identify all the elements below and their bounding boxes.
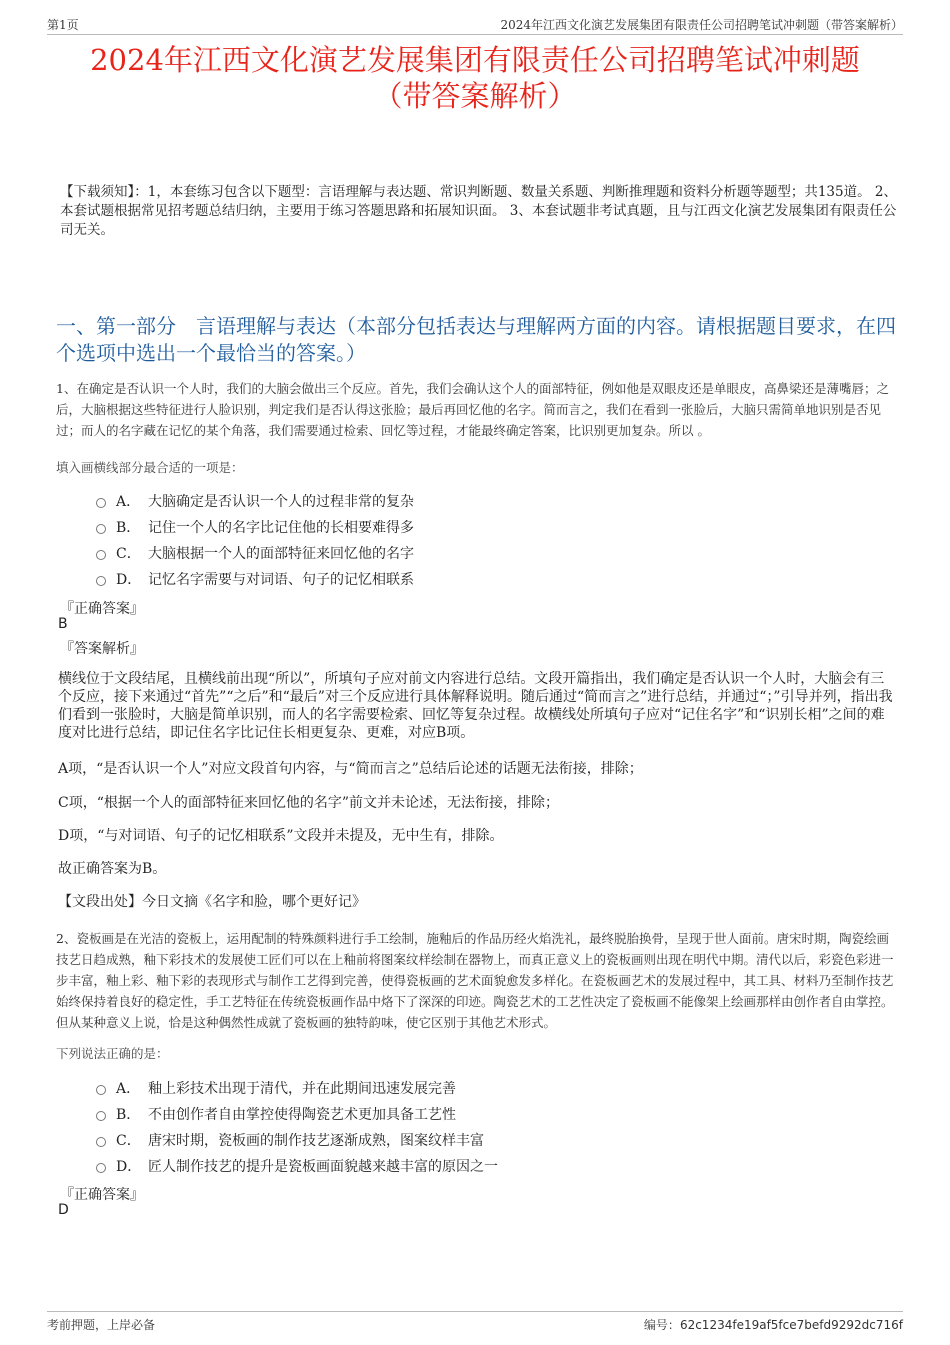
question-2-options (96, 1075, 498, 1179)
q1-answer: B (58, 616, 68, 632)
option-text: 大脑确定是否认识一个人的过程非常的复杂 (148, 494, 414, 510)
footer-code-label: 编号： (643, 1318, 680, 1332)
q1-option-d[interactable] (96, 566, 414, 592)
title-line-2: （带答案解析） (373, 79, 577, 113)
q1-analysis-label: 『答案解析』 (60, 641, 144, 657)
document-title (40, 42, 910, 114)
q2-answer: D (58, 1202, 69, 1218)
question-1-options (96, 488, 414, 592)
question-2-text: 2、瓷板画是在光洁的瓷板上，运用配制的特殊颜料进行手工绘制，施釉后的作品历经火焰洗礼，最终脱胎换骨，呈现于世人面前。唐宋时期，陶瓷绘画技艺日趋成熟，釉下彩技术的发展使工匠们可以在上釉前将图案纹样绘制在器物上，而真正意义上的瓷板画则出现在明代中期。清代以后，彩瓷色彩进一步丰富，釉上彩、釉下彩的表现形式与制作工艺得到完善，使得瓷板画的艺术面貌愈发多样化。在瓷板画艺术的发展过程中，其工具、材料乃至制作技艺始终保持着良好的稳定性，手工艺特征在传统瓷板画作品中烙下了深深的印迹。陶瓷艺术的工艺性决定了瓷板画不能像架上绘画那样由创作者自由掌控。但从某种意义上说，恰是这种偶然性成就了瓷板画的独特韵味，使它区别于其他艺术形式。 (56, 931, 894, 1030)
option-text: 匠人制作技艺的提升是瓷板画面貌越来越丰富的原因之一 (148, 1159, 498, 1175)
option-text: 大脑根据一个人的面部特征来回忆他的名字 (148, 546, 414, 562)
download-notice: 【下载须知】：1，本套练习包含以下题型：言语理解与表达题、常识判断题、数量关系题、判断推理题和资料分析题等题型；共135道。 2、本套试题根据常见招考题总结归纳，主要用于练习答题思路和拓展知识面。 3、本套试题非考试真题，且与江西文化演艺发展集团有限责任公司无关。 (60, 184, 897, 238)
q1-source: 【文段出处】今日文摘《名字和脸，哪个更好记》 (58, 894, 366, 910)
page-header (47, 14, 903, 35)
option-text: 唐宋时期，瓷板画的制作技艺逐渐成熟，图案纹样丰富 (148, 1133, 484, 1149)
option-letter: D． (116, 572, 142, 588)
q2-answer-label: 『正确答案』 (60, 1187, 144, 1203)
q2-option-d[interactable] (96, 1153, 498, 1179)
q1-option-a[interactable] (96, 488, 414, 514)
option-text: 记住一个人的名字比记住他的长相要难得多 (148, 520, 414, 536)
question-2-prompt: 下列说法正确的是： (56, 1046, 169, 1061)
radio-icon[interactable] (96, 1085, 106, 1095)
option-letter: B． (116, 520, 141, 536)
radio-icon[interactable] (96, 1163, 106, 1173)
radio-icon[interactable] (96, 550, 106, 560)
option-letter: C． (116, 1133, 141, 1149)
radio-icon[interactable] (96, 1111, 106, 1121)
radio-icon[interactable] (96, 1137, 106, 1147)
option-text: 不由创作者自由掌控使得陶瓷艺术更加具备工艺性 (148, 1107, 456, 1123)
title-line-1: 2024年江西文化演艺发展集团有限责任公司招聘笔试冲刺题 (90, 43, 860, 77)
q1-analysis-d: D项，“与对词语、句子的记忆相联系”文段并未提及，无中生有，排除。 (58, 828, 504, 844)
q2-option-c[interactable] (96, 1127, 498, 1153)
radio-icon[interactable] (96, 524, 106, 534)
q1-option-c[interactable] (96, 540, 414, 566)
footer-code (644, 1316, 903, 1333)
option-letter: A． (116, 1081, 141, 1097)
option-letter: D． (116, 1159, 142, 1175)
option-letter: C． (116, 546, 141, 562)
header-title: 2024年江西文化演艺发展集团有限责任公司招聘笔试冲刺题（带答案解析） (500, 18, 903, 32)
q1-analysis-c: C项，“根据一个人的面部特征来回忆他的名字”前文并未论述，无法衔接，排除； (58, 795, 560, 811)
radio-icon[interactable] (96, 576, 106, 586)
question-1-text: 1、在确定是否认识一个人时，我们的大脑会做出三个反应。首先，我们会确认这个人的面部特征，例如他是双眼皮还是单眼皮，高鼻梁还是薄嘴唇；之后，大脑根据这些特征进行人脸识别，判定我们是否认得这张脸；最后再回忆他的名字。简而言之，我们在看到一张脸后，大脑只需简单地识别是否见过；而人的名字藏在记忆的某个角落，我们需要通过检索、回忆等过程，才能最终确定答案，比识别更加复杂。所以 。 (56, 381, 889, 438)
q2-option-a[interactable] (96, 1075, 498, 1101)
q1-analysis-a: A项，“是否认识一个人”对应文段首句内容，与“简而言之”总结后论述的话题无法衔接，排除； (58, 761, 643, 777)
q1-option-b[interactable] (96, 514, 414, 540)
q1-answer-label: 『正确答案』 (60, 601, 144, 617)
radio-icon[interactable] (96, 498, 106, 508)
page-number: 第1页 (47, 18, 79, 32)
option-letter: B． (116, 1107, 141, 1123)
q1-conclusion: 故正确答案为B。 (58, 861, 167, 877)
page-footer (47, 1311, 903, 1334)
option-text: 釉上彩技术出现于清代，并在此期间迅速发展完善 (148, 1081, 456, 1097)
section-heading: 一、第一部分 言语理解与表达（本部分包括表达与理解两方面的内容。请根据题目要求，在四个选项中选出一个最恰当的答案。） (56, 314, 896, 365)
option-text: 记忆名字需要与对词语、句子的记忆相联系 (148, 572, 414, 588)
option-letter: A． (116, 494, 141, 510)
footer-slogan: 考前押题，上岸必备 (47, 1318, 156, 1332)
q1-analysis-main: 横线位于文段结尾，且横线前出现“所以”，所填句子应对前文内容进行总结。文段开篇指出，我们确定是否认识一个人时，大脑会有三个反应，接下来通过“首先”“之后”和“最后”对三个反应进行具体解释说明。随后通过“简而言之”进行总结，并通过“；”引导并列，指出我们看到一张脸时，大脑是简单识别，而人的名字需要检索、回忆等复杂过程。故横线处所填句子应对“记住名字”和“识别长相”之间的难度对比进行总结，即记住名字比记住长相更复杂、更难，对应B项。 (58, 671, 893, 741)
q2-option-b[interactable] (96, 1101, 498, 1127)
footer-code-value: 62c1234fe19af5fce7befd9292dc716f (679, 1318, 903, 1332)
question-1-prompt: 填入画横线部分最合适的一项是： (56, 460, 244, 475)
